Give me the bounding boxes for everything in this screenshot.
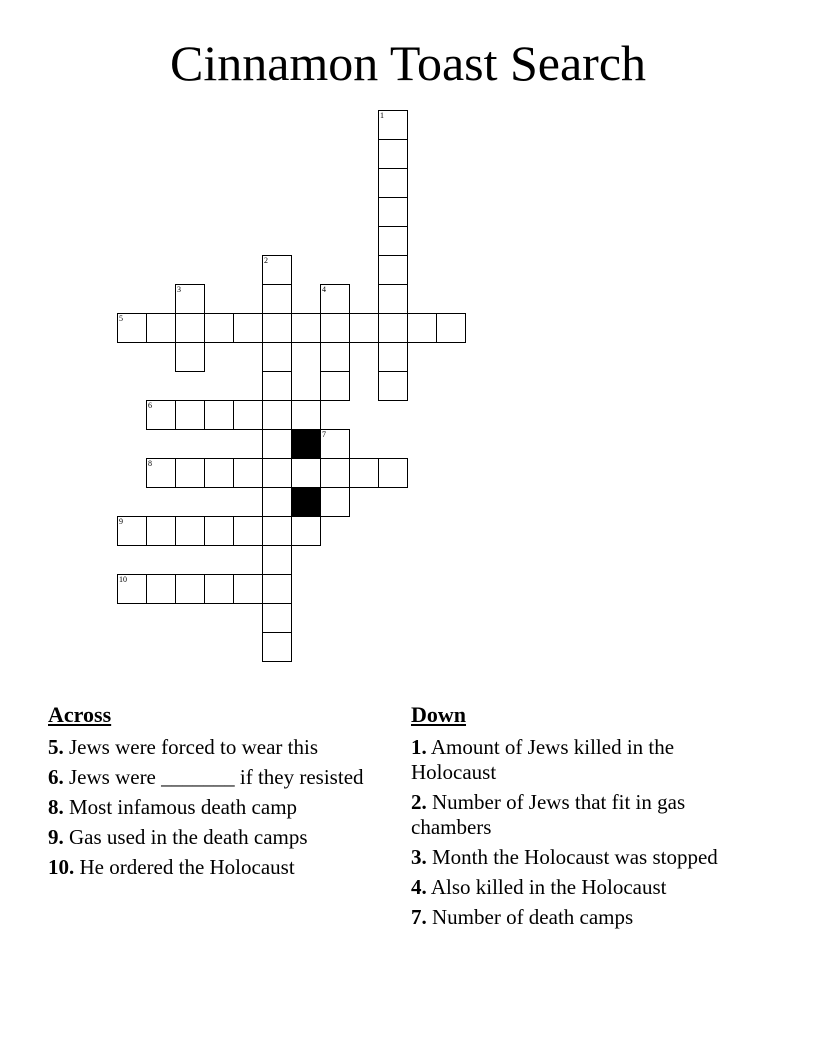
grid-cell[interactable] <box>349 458 379 488</box>
clue-number: 10 <box>119 575 127 584</box>
grid-block <box>291 487 321 517</box>
grid-cell[interactable] <box>378 342 408 372</box>
grid-cell[interactable] <box>204 313 234 343</box>
grid-cell[interactable] <box>262 313 292 343</box>
clue-down-7: 7. Number of death camps <box>411 905 634 929</box>
grid-cell[interactable] <box>117 313 147 343</box>
grid-cell[interactable] <box>233 574 263 604</box>
grid-cell[interactable] <box>378 458 408 488</box>
grid-cell[interactable] <box>378 313 408 343</box>
grid-cell[interactable] <box>320 487 350 517</box>
grid-cell[interactable] <box>233 458 263 488</box>
grid-cell[interactable] <box>233 313 263 343</box>
grid-cell[interactable] <box>378 371 408 401</box>
grid-cell[interactable] <box>262 487 292 517</box>
clue-down-3: 3. Month the Holocaust was stopped <box>411 845 718 869</box>
grid-cell[interactable] <box>204 516 234 546</box>
grid-cell[interactable] <box>378 255 408 285</box>
grid-block <box>291 429 321 459</box>
grid-cell[interactable] <box>204 458 234 488</box>
grid-cell[interactable] <box>262 458 292 488</box>
grid-cell[interactable] <box>291 313 321 343</box>
grid-cell[interactable] <box>146 400 176 430</box>
clue-number: 1 <box>380 111 384 120</box>
grid-cell[interactable] <box>262 342 292 372</box>
clue-down-4: 4. Also killed in the Holocaust <box>411 875 667 899</box>
clue-number: 9 <box>119 517 123 526</box>
grid-cell[interactable] <box>175 284 205 314</box>
grid-cell[interactable] <box>262 545 292 575</box>
grid-cell[interactable] <box>175 458 205 488</box>
grid-cell[interactable] <box>291 458 321 488</box>
clue-across-8: 8. Most infamous death camp <box>48 795 298 819</box>
grid-cell[interactable] <box>349 313 379 343</box>
grid-cell[interactable] <box>378 226 408 256</box>
clue-down-2: 2. Number of Jews that fit in gas chambers <box>411 790 686 839</box>
clue-number: 8 <box>148 459 152 468</box>
grid-cell[interactable] <box>407 313 437 343</box>
clue-number: 2 <box>264 256 268 265</box>
down-heading: Down <box>411 702 467 727</box>
grid-cell[interactable] <box>291 400 321 430</box>
grid-cell[interactable] <box>320 284 350 314</box>
grid-cell[interactable] <box>175 342 205 372</box>
clue-number: 4 <box>322 285 326 294</box>
grid-cell[interactable] <box>262 371 292 401</box>
clue-number: 6 <box>148 401 152 410</box>
grid-cell[interactable] <box>146 313 176 343</box>
grid-cell[interactable] <box>378 139 408 169</box>
grid-cell[interactable] <box>262 574 292 604</box>
grid-cell[interactable] <box>262 603 292 633</box>
grid-cell[interactable] <box>320 313 350 343</box>
across-clues <box>48 700 378 885</box>
grid-cell[interactable] <box>291 516 321 546</box>
grid-cell[interactable] <box>175 574 205 604</box>
grid-cell[interactable] <box>117 574 147 604</box>
grid-cell[interactable] <box>175 400 205 430</box>
clue-number: 5 <box>119 314 123 323</box>
grid-cell[interactable] <box>262 632 292 662</box>
page-title: Cinnamon Toast Search <box>169 35 647 91</box>
grid-cell[interactable] <box>262 400 292 430</box>
grid-cell[interactable] <box>320 458 350 488</box>
grid-cell[interactable] <box>378 110 408 140</box>
grid-cell[interactable] <box>378 168 408 198</box>
grid-cell[interactable] <box>320 342 350 372</box>
clue-across-10: 10. He ordered the Holocaust <box>48 855 295 879</box>
clue-across-9: 9. Gas used in the death camps <box>48 825 308 849</box>
clue-across-6: 6. Jews were _______ if they resisted <box>48 765 364 789</box>
clue-down-1: 1. Amount of Jews killed in the Holocaust <box>411 735 675 784</box>
grid-cell[interactable] <box>175 516 205 546</box>
clue-across-5: 5. Jews were forced to wear this <box>48 735 318 759</box>
grid-cell[interactable] <box>146 516 176 546</box>
grid-cell[interactable] <box>233 400 263 430</box>
grid-cell[interactable] <box>378 284 408 314</box>
grid-cell[interactable] <box>117 516 147 546</box>
clue-number: 7 <box>322 430 326 439</box>
grid-cell[interactable] <box>262 429 292 459</box>
clue-number: 3 <box>177 285 181 294</box>
grid-cell[interactable] <box>262 255 292 285</box>
grid-cell[interactable] <box>320 371 350 401</box>
grid-cell[interactable] <box>436 313 466 343</box>
grid-cell[interactable] <box>378 197 408 227</box>
down-clues <box>411 700 751 935</box>
grid-cell[interactable] <box>262 284 292 314</box>
grid-cell[interactable] <box>233 516 263 546</box>
grid-cell[interactable] <box>204 574 234 604</box>
grid-cell[interactable] <box>204 400 234 430</box>
grid-cell[interactable] <box>175 313 205 343</box>
grid-cell[interactable] <box>146 574 176 604</box>
grid-cell[interactable] <box>320 429 350 459</box>
across-heading: Across <box>48 702 112 727</box>
grid-cell[interactable] <box>262 516 292 546</box>
grid-cell[interactable] <box>146 458 176 488</box>
